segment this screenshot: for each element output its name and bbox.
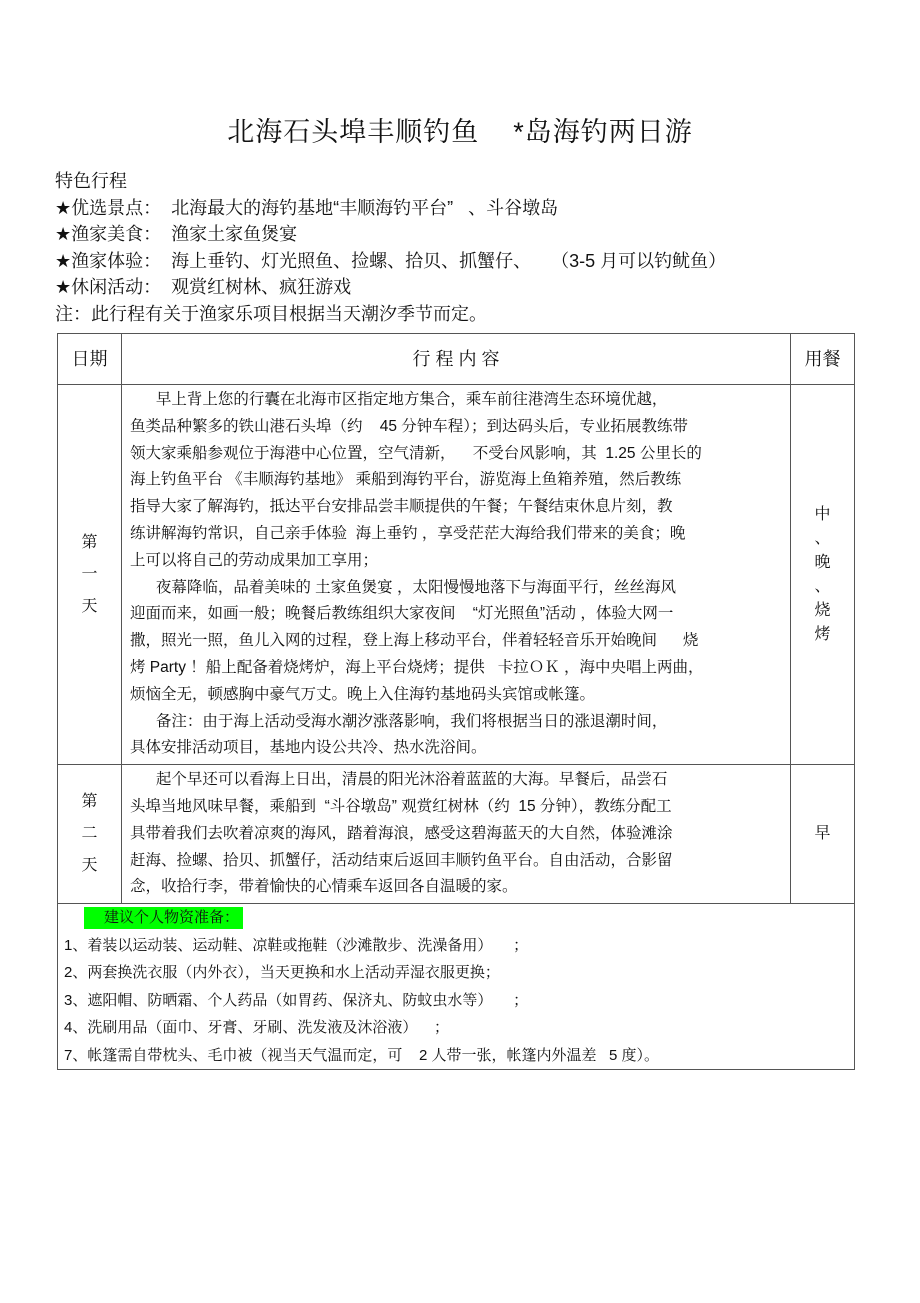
content-line: 具带着我们去吹着凉爽的海风，踏着海浪，感受这碧海蓝天的大自然，体验滩涂 <box>130 824 673 842</box>
prep-item: 7、帐篷需自带枕头、毛巾被（视当天气温而定，可 2 人带一张，帐篷内外温差 5 度）。 <box>64 1046 660 1064</box>
meal-char: 晚 <box>814 553 831 571</box>
prep-item: 3、遮阳帽、防晒霜、个人药品（如胃药、保济丸、防蚊虫水等） ； <box>64 991 529 1009</box>
day-label <box>58 385 122 765</box>
day-label <box>58 765 122 904</box>
prep-item: 1、着装以运动装、运动鞋、凉鞋或拖鞋（沙滩散步、洗澡备用） ； <box>64 936 529 954</box>
itinerary-table <box>57 333 855 1070</box>
day-label-char: 第 <box>81 533 98 551</box>
table-row-day2 <box>58 765 855 904</box>
table-header-row <box>58 334 855 385</box>
content-line: 备注：由于海上活动受海水潮汐涨落影响，我们将根据当日的涨退潮时间， <box>130 712 668 730</box>
prep-item: 4、洗刷用品（面巾、牙膏、牙刷、洗发液及沐浴液） ； <box>64 1019 450 1037</box>
header-content: 行 程 内 容 <box>412 349 500 369</box>
content-line: 念，收拾行李，带着愉快的心情乘车返回各自温暖的家。 <box>130 878 518 896</box>
content-line: 头埠当地风味早餐，乘船到 “斗谷墩岛” 观赏红树林（约 15 分钟），教练分配工 <box>130 797 672 815</box>
day-label-char: 天 <box>81 597 98 615</box>
content-line: 练讲解海钓常识，自己亲手体验 海上垂钓 ，享受茫茫大海给我们带来的美食；晚 <box>130 524 686 542</box>
prep-item: 2、两套换洗衣服（内外衣），当天更换和水上活动弄湿衣服更换； <box>64 964 500 982</box>
prep-heading: 建议个人物资准备： <box>84 907 243 929</box>
day-meal <box>791 385 855 765</box>
feature-heading: 特色行程 <box>55 171 127 191</box>
meal-char: 烧 <box>814 601 831 619</box>
prep-section <box>58 904 855 1070</box>
prep-heading-line <box>64 904 854 932</box>
content-line: 赶海、捡螺、拾贝、抓蟹仔，活动结束后返回丰顺钓鱼平台。自由活动，合影留 <box>130 851 673 869</box>
content-line: 起个早还可以看海上日出，清晨的阳光沐浴着蓝蓝的大海。早餐后，品尝石 <box>130 771 668 789</box>
content-line: 具体安排活动项目，基地内设公共冷、热水洗浴间。 <box>130 739 487 757</box>
header-date: 日期 <box>71 349 108 369</box>
feature-item: ★休闲活动： 观赏红树林、疯狂游戏 <box>55 277 352 297</box>
meal-char: 中 <box>814 505 831 523</box>
table-row-prep <box>58 904 855 1070</box>
header-meal: 用餐 <box>804 349 841 369</box>
content-line: 领大家乘船参观位于海港中心位置，空气清新， 不受台风影响，其 1.25 公里长的 <box>130 444 702 462</box>
day-label-char: 二 <box>81 825 98 843</box>
header-meal-cell <box>791 334 855 385</box>
itinerary-note: 注：此行程有关于渔家乐项目根据当天潮汐季节而定。 <box>55 303 487 324</box>
table-row-day1 <box>58 385 855 765</box>
day-meal <box>791 765 855 904</box>
content-line: 鱼类品种繁多的铁山港石头埠（约 45 分钟车程）；到达码头后，专业拓展教练带 <box>130 417 689 435</box>
meal-char: 烤 <box>814 625 831 643</box>
meal-char: 、 <box>814 577 831 595</box>
header-date-cell <box>58 334 122 385</box>
feature-item: ★渔家体验： 海上垂钓、灯光照鱼、捡螺、拾贝、抓蟹仔、 （3-5 月可以钓鱿鱼） <box>55 250 727 271</box>
content-line: 夜幕降临，品着美味的 土家鱼煲宴 ，太阳慢慢地落下与海面平行，丝丝海风 <box>130 578 676 596</box>
content-line: 指导大家了解海钓，抵达平台安排品尝丰顺提供的午餐；午餐结束休息片刻，教 <box>130 498 673 516</box>
content-line: 海上钓鱼平台 《丰顺海钓基地》 乘船到海钓平台，游览海上鱼箱养殖，然后教练 <box>130 471 682 489</box>
day-label-char: 一 <box>81 565 98 583</box>
meal-char: 、 <box>814 529 831 547</box>
header-content-cell <box>122 334 791 385</box>
content-line: 撒，照光一照，鱼儿入网的过程，登上海上移动平台，伴着轻轻音乐开始晚间 烧 <box>130 632 699 650</box>
meal-char: 早 <box>814 825 831 843</box>
feature-item: ★渔家美食： 渔家土家鱼煲宴 <box>55 224 298 244</box>
feature-item: ★优选景点： 北海最大的海钓基地“丰顺海钓平台” 、斗谷墩岛 <box>55 197 559 218</box>
content-line: 上可以将自己的劳动成果加工享用； <box>130 551 379 569</box>
day-label-char: 天 <box>81 857 98 875</box>
document-title: 北海石头埠丰顺钓鱼 *岛海钓两日游 <box>227 117 693 147</box>
content-line: 早上背上您的行囊在北海市区指定地方集合，乘车前往港湾生态环境优越， <box>130 391 668 408</box>
day-label-char: 第 <box>81 793 98 811</box>
content-line: 迎面而来，如画一般；晚餐后教练组织大家夜间 “灯光照鱼”活动 ，体验大网一 <box>130 605 674 623</box>
content-line: 烦恼全无，顿感胸中豪气万丈。晚上入住海钓基地码头宾馆或帐篷。 <box>130 685 596 703</box>
feature-section <box>55 168 875 327</box>
day-content <box>122 765 791 904</box>
content-line: 烤 Party ！船上配备着烧烤炉，海上平台烧烤；提供 卡拉ＯＫ ，海中央唱上两曲， <box>130 658 704 676</box>
day-content <box>122 385 791 765</box>
